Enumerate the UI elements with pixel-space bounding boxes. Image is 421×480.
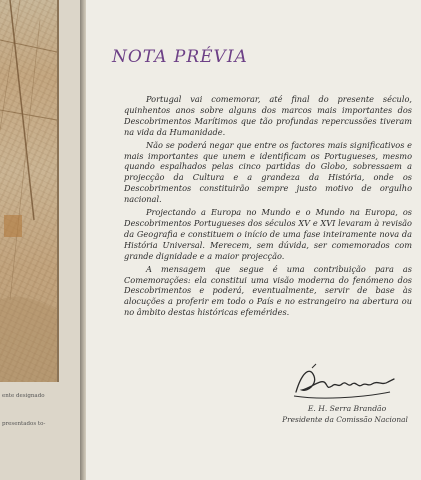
- paragraph: Portugal vai comemorar, até final do presente século, quinhentos anos sobre alguns dos marcos mais importantes dos Descobrimentos Marítimos que tão profundas repercussões tiveram na vida da Humanidade.: [124, 94, 412, 137]
- engraving-illustration: [0, 0, 59, 382]
- body-text: [124, 94, 412, 320]
- signatory-name: E. H. Serra Brandão: [307, 404, 387, 413]
- signatory-role: Presidente da Comissão Nacional: [282, 415, 408, 424]
- paragraph: Não se poderá negar que entre os factores mais significativos e mais importantes que unem e identificam os Portugueses, mesmo quando espalhados pelas cinco partidas do Globo, sobressaem a projecção da Cultura e a grandeza da História, onde os Descobrimentos constituirão sempre justo motivo de orgulho nacional.: [124, 139, 412, 205]
- handwritten-signature: [290, 362, 402, 402]
- page-title: NOTA PRÉVIA: [112, 47, 248, 67]
- paragraph: Projectando a Europa no Mundo e o Mundo na Europa, os Descobrimentos Portugueses dos séculos XV e XVI levaram à revisão da Geografia e constituem o início de uma fase inteiramente nova da História Universal. Merecem, sem dúvida, ser comemorados com grande dignidade e a maior projecção.: [124, 207, 412, 261]
- paragraph: A mensagem que segue é uma contribuição para as Comemorações: ela constitui uma visão moderna do fenómeno dos Descobrimentos e poderá, eventualmente, servir de base às alocuções a proferir em todo o País e no estrangeiro na abertura ou no âmbito destas históricas efemérides.: [124, 263, 412, 318]
- ship-mast-engraving: [0, 0, 57, 382]
- caption-line: ente designado: [2, 393, 45, 399]
- caption-line: presentados to-: [2, 421, 46, 427]
- left-page: [0, 0, 85, 480]
